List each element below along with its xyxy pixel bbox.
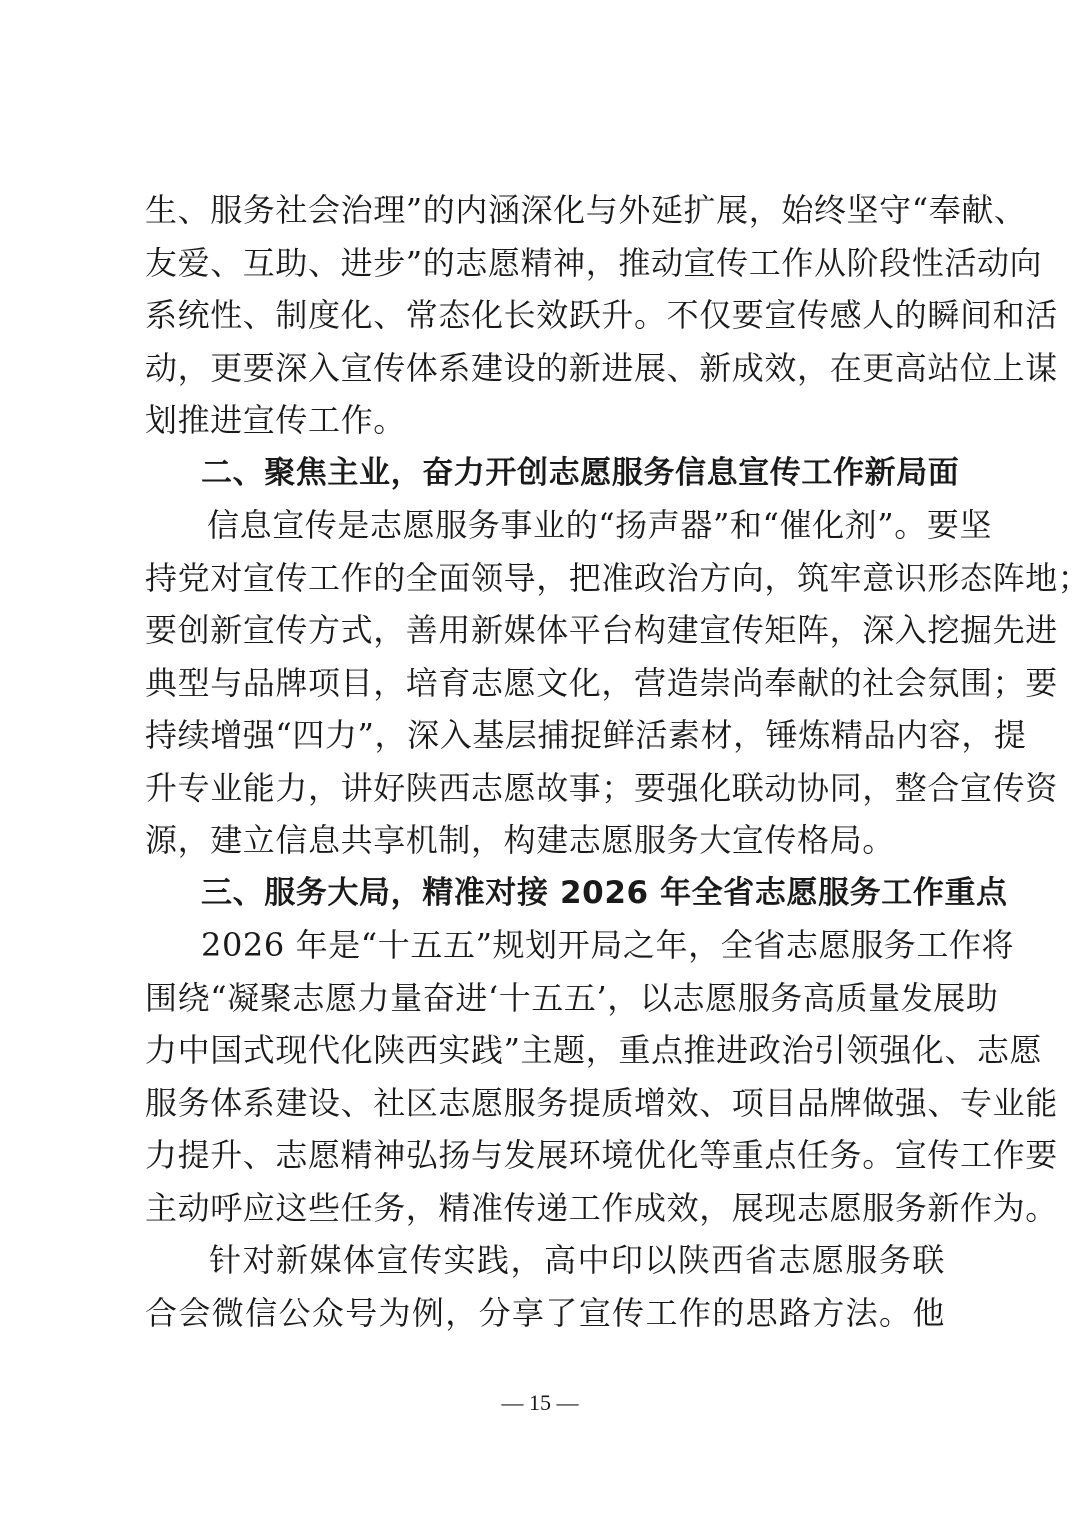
text-line: 生、服务社会治理”的内涵深化与外延扩展，始终坚守“奉献、	[145, 191, 1027, 229]
paragraph-first-line: 针对新媒体宣传实践，高中印以陕西省志愿服务联	[209, 1241, 945, 1279]
text-line: 划推进宣传工作。	[145, 401, 406, 439]
paragraph-first-line: 信息宣传是志愿服务事业的“扬声器”和“催化剂”。要坚	[207, 506, 993, 544]
text-line: 力中国式现代化陕西实践”主题，重点推进政治引领强化、志愿	[145, 1031, 1043, 1069]
text-line: 动，更要深入宣传体系建设的新进展、新成效，在更高站位上谋	[145, 348, 1058, 387]
text-line: 主动呼应这些任务，精准传递工作成效，展现志愿服务新作为。	[145, 1188, 1058, 1227]
section-heading-3: 三、服务大局，精准对接 2026 年全省志愿服务工作重点	[201, 874, 1008, 911]
text-line: 持党对宣传工作的全面领导，把准政治方向，筑牢意识形态阵地；	[145, 558, 1090, 597]
text-line: 典型与品牌项目，培育志愿文化，营造崇尚奉献的社会氛围；要	[145, 663, 1058, 702]
text-line: 服务体系建设、社区志愿服务提质增效、项目品牌做强、专业能	[145, 1083, 1058, 1122]
page-number: — 15 —	[501, 1390, 579, 1415]
text-line: 力提升、志愿精神弘扬与发展环境优化等重点任务。宣传工作要	[145, 1136, 1058, 1174]
text-line: 友爱、互助、进步”的志愿精神，推动宣传工作从阶段性活动向	[145, 243, 1043, 282]
text-line: 升专业能力，讲好陕西志愿故事；要强化联动协同，整合宣传资	[145, 768, 1058, 807]
text-line: 合会微信公众号为例，分享了宣传工作的思路方法。他	[145, 1293, 945, 1332]
paragraph-first-line: 2026 年是“十五五”规划开局之年，全省志愿服务工作将	[201, 926, 1015, 964]
text-line: 持续增强“四力”，深入基层捕捉鲜活素材，锤炼精品内容，提	[145, 716, 1027, 754]
text-line: 要创新宣传方式，善用新媒体平台构建宣传矩阵，深入挖掘先进	[145, 611, 1058, 649]
text-line: 围绕“凝聚志愿力量奋进‘十五五’，以志愿服务高质量发展助	[145, 978, 999, 1017]
document-body	[145, 184, 1090, 1339]
text-line: 系统性、制度化、常态化长效跃升。不仅要宣传感人的瞬间和活	[145, 296, 1058, 334]
section-heading-2: 二、聚焦主业，奋力开创志愿服务信息宣传工作新局面	[201, 454, 960, 491]
text-line: 源，建立信息共享机制，构建志愿服务大宣传格局。	[145, 821, 895, 859]
